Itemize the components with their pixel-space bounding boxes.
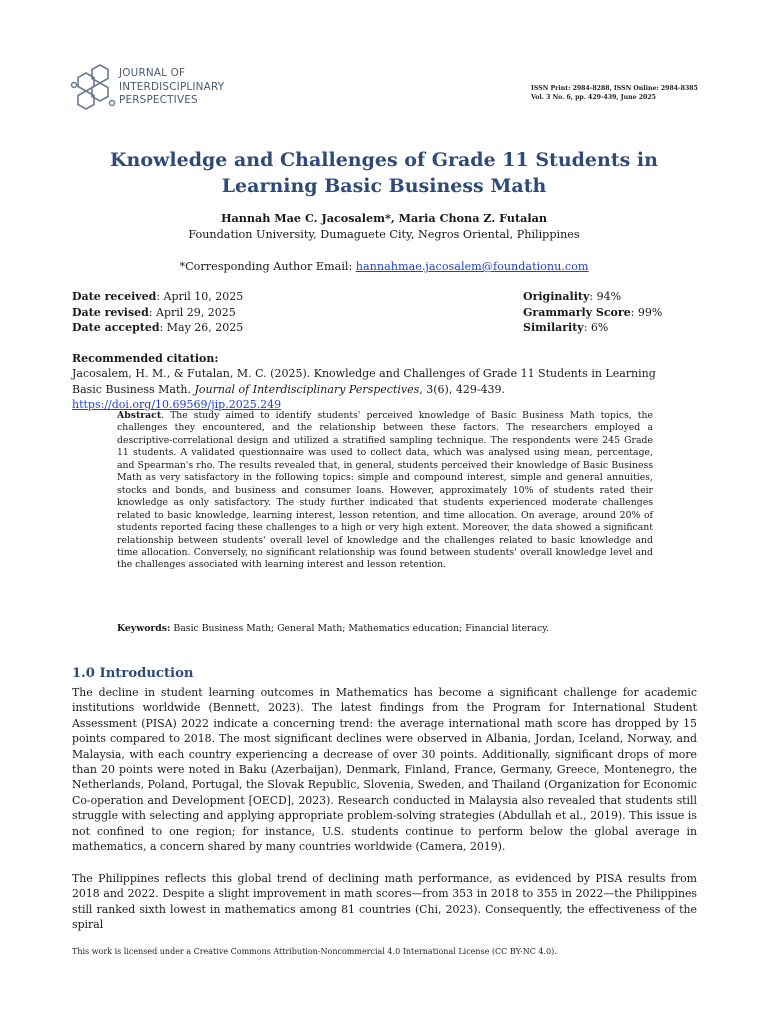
title-line1: Knowledge and Challenges of Grade 11 Students in — [110, 149, 658, 171]
grammarly-label: Grammarly Score — [523, 305, 631, 319]
citation-journal: Journal of Interdisciplinary Perspectives — [194, 382, 420, 396]
title-line2: Learning Basic Business Math — [221, 175, 547, 197]
date-accepted-row — [72, 320, 243, 336]
keywords-text: Basic Business Math; General Math; Mathematics education; Financial literacy. — [170, 623, 550, 634]
grammarly-row — [523, 305, 662, 321]
originality-row — [523, 289, 662, 305]
keywords — [117, 623, 653, 635]
email-label: *Corresponding Author Email: — [179, 260, 356, 273]
volume-line: Vol. 3 No. 6, pp. 429-439, June 2025 — [531, 94, 656, 101]
hexagon-logo-icon — [70, 63, 116, 113]
date-received-row — [72, 289, 243, 305]
date-revised-value: : April 29, 2025 — [148, 305, 236, 319]
intro-paragraph-1: The decline in student learning outcomes in Mathematics has become a significant challenge for academic institutions worldwide (Bennett, 2023). The latest findings from the Program for International Student Assessment (PISA) 2022 indicate a concerning trend: the average international math score has dropped by 15 points compared to 2018. The most significant declines were observed in Albania, Jordan, Iceland, Norway, and Malaysia, with each country experiencing a decrease of over 30 points. Additionally, significant drops of more than 20 points were noted in Baku (Azerbaijan), Denmark, Finland, France, Germany, Greece, Montenegro, the Netherlands, Poland, Portugal, the Slovak Republic, Slovenia, Sweden, and Thailand (Organization for Economic Co-operation and Development [OECD], 2023). Research conducted in Malaysia also revealed that students still struggle with selecting and applying appropriate problem-solving strategies (Abdullah et al., 2019). This issue is not confined to one region; for instance, U.S. students continue to perform below the global average in mathematics, a concern shared by many countries worldwide (Camera, 2019). — [72, 686, 697, 854]
grammarly-value: : 99% — [630, 305, 663, 319]
authors — [60, 211, 708, 226]
journal-name — [119, 67, 224, 108]
originality-label: Originality — [523, 290, 590, 303]
issn-block — [531, 84, 698, 102]
paper-title — [60, 147, 708, 199]
citation-part1: Jacosalem, H. M., & Futalan, M. C. (2025). Knowledge and Challenges of Grade 11 Students in Learning Basic Business Math. — [72, 367, 656, 396]
intro-paragraph-2: The Philippines reflects this global trend of declining math performance, as evidenced by PISA results from 2018 and 2022. Despite a slight improvement in math scores—from 353 in 2018 to 355 in 2022—the Philippines still ranked sixth lowest in mathematics among 81 countries (Chi, 2023). Consequently, the effectiveness of the spiral — [72, 872, 697, 932]
similarity-value: : 6% — [583, 321, 609, 334]
keywords-label: Keywords: — [117, 623, 171, 634]
section-heading-introduction: 1.0 Introduction — [72, 666, 194, 681]
journal-name-line3: PERSPECTIVES — [119, 94, 198, 107]
date-info — [72, 289, 243, 336]
corresponding-email — [60, 259, 708, 274]
journal-logo — [70, 63, 270, 115]
originality-value: : 94% — [589, 290, 622, 303]
date-received-value: : April 10, 2025 — [156, 290, 244, 303]
date-accepted-value: : May 26, 2025 — [159, 321, 244, 334]
author-1: Hannah Mae C. Jacosalem*, — [220, 211, 395, 225]
abstract-text: . The study aimed to identify students' perceived knowledge of Basic Business Math topics, the challenges they encountered, and the relationship between these factors. The researchers employed a descriptive-correlational design and utilized a stratified sampling technique. The respondents were 245 Grade 11 students. A validated questionnaire was used to collect data, which was analysed using mean, percentage, and Spearman's rho. The results revealed that, in general, students perceived their knowledge of Basic Business Math as very satisfactory in the following topics: simple and compound interest, simple and general annuities, stocks and bonds, and business and consumer loans. However, approximately 10% of students rated their knowledge as only satisfactory. The study further indicated that students experienced moderate challenges related to basic knowledge, learning interest, lesson retention, and time allocation. On average, around 20% of students reported facing these challenges to a high or very high extent. Moreover, the data showed a significant relationship between students' overall level of knowledge and the challenges related to basic knowledge and time allocation. Conversely, no significant relationship was found between students' overall knowledge level and the challenges associated with learning interest and lesson retention. — [117, 410, 653, 571]
license-footer: This work is licensed under a Creative Commons Attribution-Noncommercial 4.0 International License (CC BY-NC 4.0). — [72, 947, 557, 956]
journal-name-line1: JOURNAL OF — [119, 67, 186, 79]
issn-line: ISSN Print: 2984-8288, ISSN Online: 2984-8385 — [531, 85, 698, 92]
score-info — [523, 289, 662, 336]
doi-link[interactable]: https://doi.org/10.69569/jip.2025.249 — [72, 398, 282, 411]
email-link[interactable]: hannahmae.jacosalem@foundationu.com — [355, 260, 589, 273]
date-received-label: Date received — [72, 290, 157, 303]
date-accepted-label: Date accepted — [72, 321, 160, 334]
similarity-row — [523, 320, 662, 336]
affiliation: Foundation University, Dumaguete City, Negros Oriental, Philippines — [188, 228, 580, 241]
author-2: Maria Chona Z. Futalan — [394, 211, 548, 225]
citation-heading: Recommended citation: — [72, 352, 219, 365]
similarity-label: Similarity — [523, 321, 584, 334]
abstract-label: Abstract — [117, 410, 162, 421]
abstract — [117, 410, 653, 572]
date-revised-row — [72, 305, 243, 321]
citation-text — [72, 366, 672, 413]
citation-part2: , 3(6), 429-439. — [419, 382, 506, 396]
journal-name-line2: INTERDISCIPLINARY — [119, 80, 225, 93]
date-revised-label: Date revised — [72, 305, 149, 319]
